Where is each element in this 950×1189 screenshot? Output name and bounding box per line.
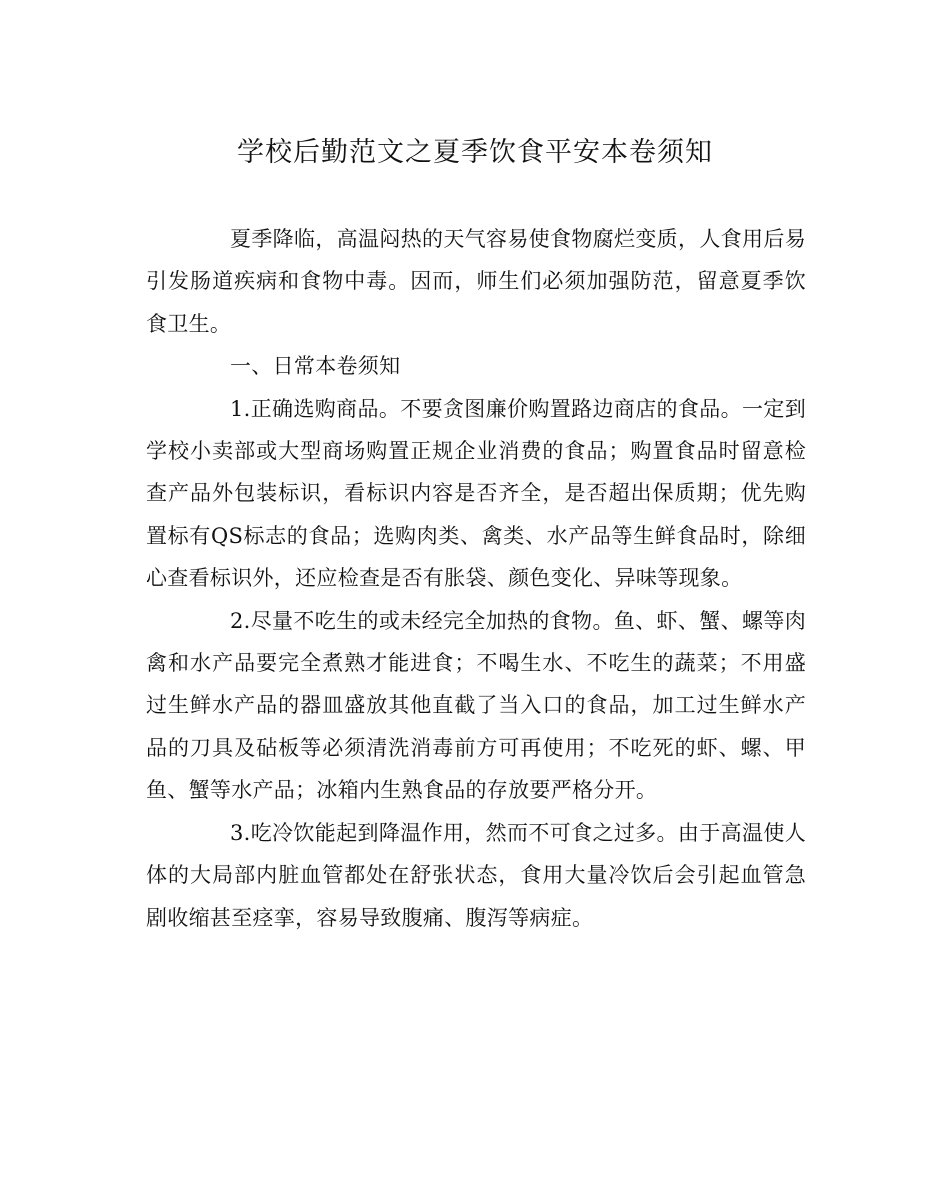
intro-paragraph: 夏季降临，高温闷热的天气容易使食物腐烂变质，人食用后易引发肠道疾病和食物中毒。因而，师生们必须加强防范，留意夏季饮食卫生。 (146, 227, 806, 336)
item-1-paragraph: 1.正确选购商品。不要贪图廉价购置路边商店的食品。一定到学校小卖部或大型商场购置正规企业消费的食品；购置食品时留意检查产品外包装标识，看标识内容是否齐全，是否超出保质期；优先购置标有QS标志的食品；选购肉类、禽类、水产品等生鲜食品时，除细心查看标识外，还应检查是否有胀袋、颜色变化、异味等现象。 (146, 396, 806, 591)
section-heading: 一、日常本卷须知 (230, 354, 401, 379)
document-title: 学校后勤范文之夏季饮食平安本卷须知 (237, 137, 713, 168)
item-2-paragraph: 2.尽量不吃生的或未经完全加热的食物。鱼、虾、蟹、螺等肉禽和水产品要完全煮熟才能进食；不喝生水、不吃生的蔬菜；不用盛过生鲜水产品的器皿盛放其他直截了当入口的食品，加工过生鲜水产品的刀具及砧板等必须清洗消毒前方可再使用；不吃死的虾、螺、甲鱼、蟹等水产品；冰箱内生熟食品的存放要严格分开。 (146, 608, 806, 803)
document-body (146, 218, 806, 939)
item-3-paragraph: 3.吃冷饮能起到降温作用，然而不可食之过多。由于高温使人体的大局部内脏血管都处在舒张状态，食用大量冷饮后会引起血管急剧收缩甚至痉挛，容易导致腹痛、腹泻等病症。 (146, 820, 806, 930)
